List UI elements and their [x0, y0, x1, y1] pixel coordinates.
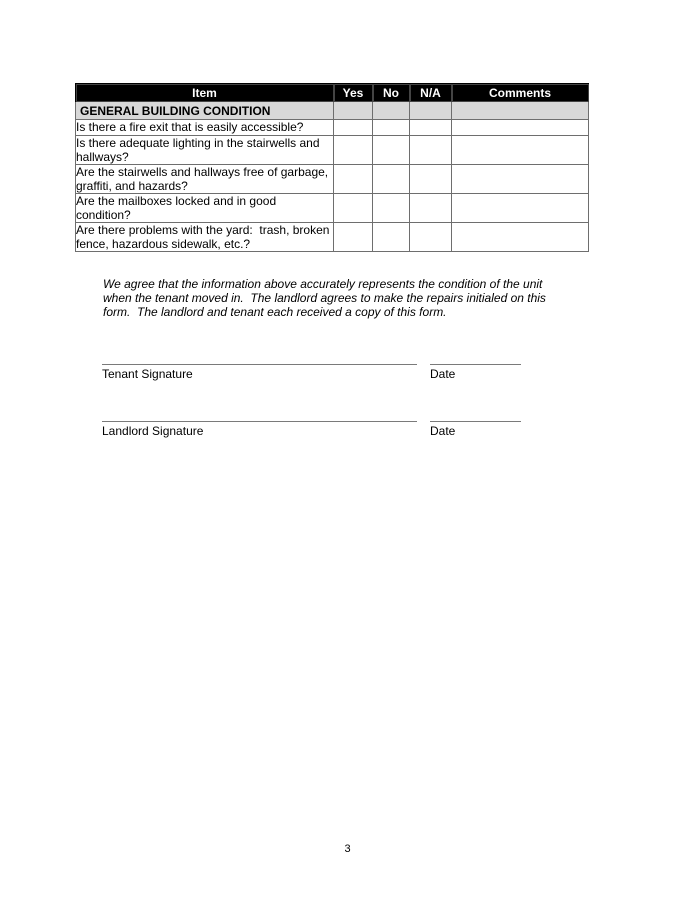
tenant-signature-line: [102, 364, 417, 365]
table-row: [76, 136, 589, 165]
na-cell: [410, 223, 452, 252]
table-header-row: [76, 84, 589, 102]
yes-cell: [334, 102, 373, 120]
landlord-signature-line: [102, 421, 417, 422]
table-row: [76, 120, 589, 136]
column-header-no: No: [373, 84, 410, 102]
column-header-na: N/A: [410, 84, 452, 102]
na-cell: [410, 165, 452, 194]
table-row: [76, 194, 589, 223]
comments-cell: [452, 165, 589, 194]
comments-cell: [452, 194, 589, 223]
column-header-item: Item: [76, 84, 334, 102]
tenant-date-line: [430, 364, 521, 365]
no-cell: [373, 194, 410, 223]
no-cell: [373, 102, 410, 120]
yes-cell: [334, 194, 373, 223]
agreement-paragraph: We agree that the information above accurately represents the condition of the unit when the tenant moved in. The landlord agrees to make the repairs initialed on this form. The landlord and tenant each received a copy of this form.: [103, 277, 550, 319]
yes-cell: [334, 136, 373, 165]
landlord-date-line: [430, 421, 521, 422]
table-row: [76, 165, 589, 194]
building-condition-checklist-table: [75, 83, 589, 252]
section-title: GENERAL BUILDING CONDITION: [76, 102, 334, 120]
no-cell: [373, 136, 410, 165]
no-cell: [373, 165, 410, 194]
column-header-comments: Comments: [452, 84, 589, 102]
comments-cell: [452, 223, 589, 252]
checklist-item-text: Is there a fire exit that is easily accessible?: [76, 120, 334, 136]
page-number: 3: [344, 843, 351, 855]
checklist-item-text: Are the stairwells and hallways free of garbage, graffiti, and hazards?: [76, 165, 334, 194]
table-row: [76, 223, 589, 252]
no-cell: [373, 223, 410, 252]
yes-cell: [334, 165, 373, 194]
no-cell: [373, 120, 410, 136]
tenant-date-label: Date: [430, 367, 456, 381]
comments-cell: [452, 136, 589, 165]
na-cell: [410, 120, 452, 136]
comments-cell: [452, 120, 589, 136]
checklist-item-text: Are there problems with the yard: trash, broken fence, hazardous sidewalk, etc.?: [76, 223, 333, 251]
yes-cell: [334, 223, 373, 252]
na-cell: [410, 102, 452, 120]
na-cell: [410, 136, 452, 165]
column-header-yes: Yes: [334, 84, 373, 102]
comments-cell: [452, 102, 589, 120]
landlord-date-label: Date: [430, 424, 456, 438]
tenant-signature-label: Tenant Signature: [102, 367, 193, 381]
yes-cell: [334, 120, 373, 136]
na-cell: [410, 194, 452, 223]
landlord-signature-label: Landlord Signature: [102, 424, 204, 438]
section-row-general-building-condition: [76, 102, 589, 120]
checklist-item-text: Are the mailboxes locked and in good condition?: [76, 194, 334, 223]
checklist-item-text: Is there adequate lighting in the stairwells and hallways?: [76, 136, 334, 165]
